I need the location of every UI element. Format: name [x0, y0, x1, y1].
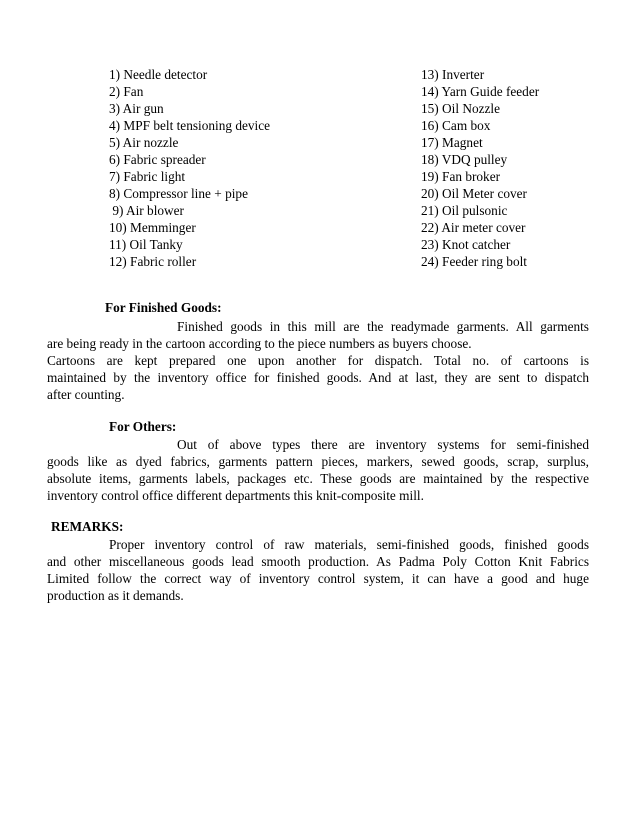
list-item-right: 23) Knot catcher	[421, 237, 511, 252]
list-item-right: 14) Yarn Guide feeder	[421, 84, 540, 99]
list-item-right: 22) Air meter cover	[421, 220, 526, 235]
list-item	[0, 219, 638, 236]
list-item-left: 3) Air gun	[109, 101, 164, 116]
paragraph-line: absolute items, garments labels, packages etc. These goods are maintained by the respective	[47, 471, 589, 486]
paragraph-line: after counting.	[47, 387, 125, 402]
list-item	[0, 253, 638, 270]
paragraph-line: and other miscellaneous goods lead smooth production. As Padma Poly Cotton Knit Fabrics	[47, 554, 589, 569]
paragraph-line: Cartoons are kept prepared one upon another for dispatch. Total no. of cartoons is	[47, 353, 589, 368]
finished-goods-paragraph	[47, 318, 589, 403]
list-item-left: 4) MPF belt tensioning device	[109, 118, 271, 133]
remarks-heading: REMARKS:	[51, 519, 124, 534]
list-item-left: 1) Needle detector	[109, 67, 208, 82]
list-item-right: 16) Cam box	[421, 118, 491, 133]
list-item	[0, 236, 638, 253]
list-item	[0, 100, 638, 117]
list-item-right: 13) Inverter	[421, 67, 485, 82]
list-item-left: 12) Fabric roller	[109, 254, 197, 269]
list-item-left: 2) Fan	[109, 84, 144, 99]
list-item-right: 19) Fan broker	[421, 169, 501, 184]
paragraph-line: Out of above types there are inventory systems for semi-finished	[177, 437, 589, 452]
list-item	[0, 66, 638, 83]
paragraph-line: Proper inventory control of raw materials, semi-finished goods, finished goods	[109, 537, 589, 552]
paragraph-line: Finished goods in this mill are the readymade garments. All garments	[177, 319, 589, 334]
paragraph-line: goods like as dyed fabrics, garments pattern pieces, markers, sewed goods, scrap, surplus,	[47, 454, 589, 469]
finished-goods-heading: For Finished Goods:	[105, 300, 222, 315]
list-item-left: 8) Compressor line + pipe	[109, 186, 248, 201]
paragraph-line: maintained by the inventory office for finished goods. And at last, they are sent to dispatch	[47, 370, 589, 385]
list-item-right: 20) Oil Meter cover	[421, 186, 527, 201]
list-item	[0, 202, 638, 219]
list-item	[0, 185, 638, 202]
paragraph-line: Limited follow the correct way of inventory control system, it can have a good and huge	[47, 571, 589, 586]
list-item-right: 15) Oil Nozzle	[421, 101, 501, 116]
list-item	[0, 151, 638, 168]
list-item-left: 11) Oil Tanky	[109, 237, 183, 252]
paragraph-line: are being ready in the cartoon according to the piece numbers as buyers choose.	[47, 336, 472, 351]
list-item-right: 18) VDQ pulley	[421, 152, 508, 167]
list-item-left: 9) Air blower	[109, 203, 184, 218]
others-heading: For Others:	[109, 419, 177, 434]
remarks-paragraph	[47, 536, 589, 604]
list-item-left: 6) Fabric spreader	[109, 152, 206, 167]
list-item-left: 5) Air nozzle	[109, 135, 179, 150]
list-item-right: 24) Feeder ring bolt	[421, 254, 527, 269]
others-paragraph	[47, 436, 589, 504]
paragraph-line: inventory control office different departments this knit-composite mill.	[47, 488, 424, 503]
list-item	[0, 134, 638, 151]
list-item-right: 17) Magnet	[421, 135, 483, 150]
parts-list	[0, 66, 638, 270]
list-item	[0, 83, 638, 100]
paragraph-line: production as it demands.	[47, 588, 184, 603]
list-item-right: 21) Oil pulsonic	[421, 203, 508, 218]
list-item-left: 10) Memminger	[109, 220, 196, 235]
list-item	[0, 168, 638, 185]
list-item	[0, 117, 638, 134]
list-item-left: 7) Fabric light	[109, 169, 186, 184]
